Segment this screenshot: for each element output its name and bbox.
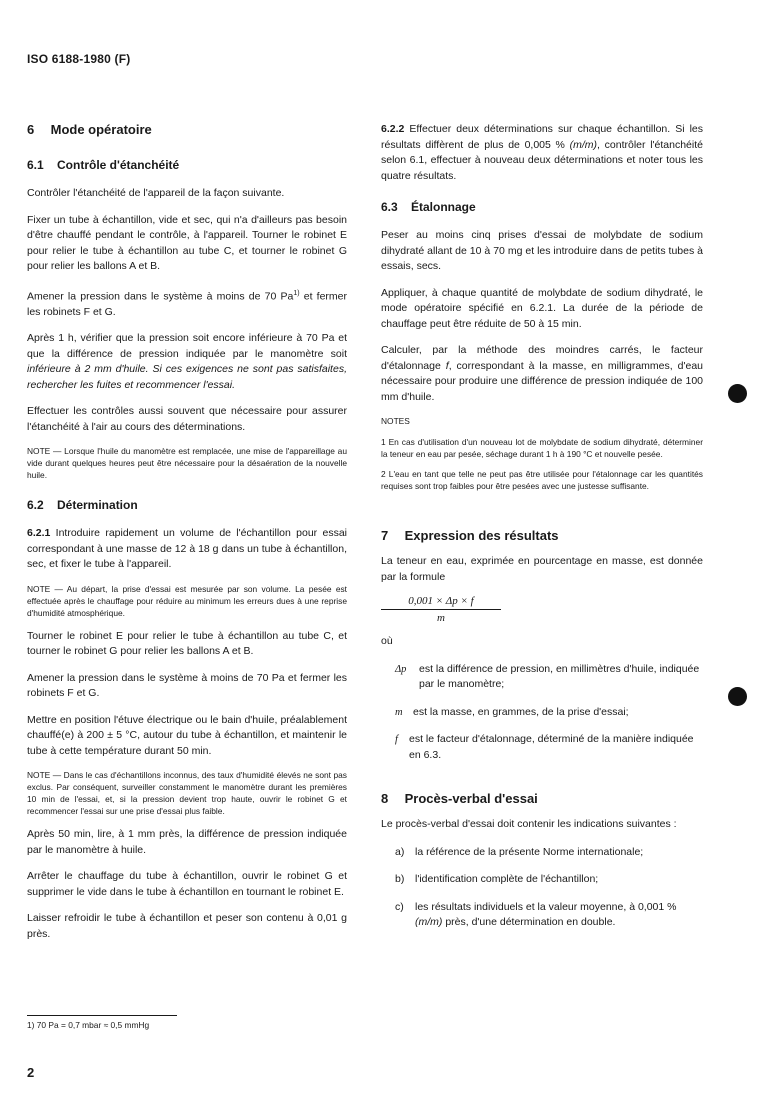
- paragraph: Après 50 min, lire, à 1 mm près, la différence de pression indiquée par le manomètre à huile.: [27, 828, 347, 856]
- paragraph: [27, 331, 347, 393]
- text-run: , correspondant à la masse, en milligrammes, d'eau nécessaire pour produire une différence de pression indiquée de 100 mm d'huile.: [381, 359, 703, 403]
- text-run: Effectuer deux déterminations sur chaque échantillon. Si les résultats diffèrent de plus de 0,005 %: [381, 123, 703, 151]
- left-column: [27, 122, 347, 942]
- text-run: Amener la pression dans le système à moins de 70 Pa: [27, 290, 294, 302]
- punch-hole-dot: [728, 384, 747, 403]
- definition-dp: [395, 662, 703, 693]
- unit: (m/m): [415, 916, 443, 928]
- definition-text: est le facteur d'étalonnage, déterminé de la manière indiquée en 6.3.: [409, 733, 694, 761]
- definition-text: est la masse, en grammes, de la prise d'essai;: [413, 705, 629, 718]
- document-header: ISO 6188-1980 (F): [27, 52, 131, 66]
- list-item: [395, 900, 703, 931]
- list-item: [395, 872, 703, 888]
- paragraph: Contrôler l'étanchéité de l'appareil de la façon suivante.: [27, 187, 285, 199]
- list-text: l'identification complète de l'échantillon;: [415, 873, 599, 885]
- unit: (m/m): [569, 138, 598, 151]
- formula: [381, 595, 703, 624]
- section-6-3-title: Étalonnage: [411, 200, 476, 214]
- paragraph: [381, 122, 703, 184]
- note: 1 En cas d'utilisation d'un nouveau lot de molybdate de sodium dihydraté, déterminer la teneur en eau par pesée, séchage durant 1 h à 190 °C et nouvelle pesée.: [381, 437, 703, 459]
- list-label: a): [395, 845, 405, 858]
- paragraph: La teneur en eau, exprimée en pourcentage en masse, est donnée par la formule: [381, 555, 703, 583]
- definition-text: est la différence de pression, en millimètres d'huile, indiquée par le manomètre;: [419, 662, 700, 690]
- footnote-separator: [27, 1015, 177, 1016]
- subclause-6-2-1-number: 6.2.1: [27, 527, 51, 539]
- formula-denominator: m: [437, 612, 445, 624]
- section-7-heading: [381, 528, 703, 543]
- subclause-6-2-2-number: 6.2.2: [381, 123, 405, 135]
- page-number: 2: [27, 1065, 35, 1080]
- paragraph: Tourner le robinet E pour relier le tube à échantillon au tube C, et tourner le robinet G pour relier les ballons A et B.: [27, 629, 347, 657]
- text-run: , contrôler l'étanchéité selon 6.1, effectuer à nouveau deux déterminations et noter tous les quatre résultats.: [381, 138, 703, 182]
- section-6-2-heading: [27, 498, 347, 512]
- symbol: Δp: [395, 663, 407, 675]
- section-6-heading: [27, 122, 347, 137]
- list-label: b): [395, 873, 405, 885]
- list-item: [395, 845, 703, 861]
- definition-m: [395, 705, 703, 721]
- note: NOTE — Dans le cas d'échantillons inconnus, des taux d'humidité élevés ne sont pas exclus. Par conséquent, surveiller constamment le manomètre durant les premières 10 min de l'essai, et, si la pression devient trop haute, ouvrir le robinet G et recommencer l'essai sur une prise d'essai plus faible.: [27, 770, 347, 816]
- paragraph: Peser au moins cinq prises d'essai de molybdate de sodium dihydraté allant de 10 à 70 mg et les introduire dans de petits tubes à essais, secs.: [381, 229, 703, 272]
- section-6-number: 6: [27, 122, 35, 137]
- section-6-1-heading: [27, 158, 347, 172]
- section-6-title: Mode opératoire: [50, 122, 152, 137]
- symbol: m: [395, 706, 403, 718]
- symbol: f: [395, 734, 398, 745]
- paragraph: Amener la pression dans le système à moins de 70 Pa et fermer les robinets F et G.: [27, 671, 347, 699]
- list-label: c): [395, 900, 404, 913]
- text-run: Calculer, par la méthode des moindres carrés, le facteur d'étalonnage: [381, 344, 703, 372]
- section-6-2-title: Détermination: [57, 498, 138, 512]
- note: 2 L'eau en tant que telle ne peut pas être utilisée pour l'étalonnage car les quantités requises sont trop faibles pour être pesées avec une justesse suffisante.: [381, 469, 703, 491]
- list-text: la référence de la présente Norme internationale;: [415, 845, 644, 858]
- paragraph: [381, 343, 703, 405]
- footnote: 1) 70 Pa = 0,7 mbar ≈ 0,5 mmHg: [27, 1020, 150, 1030]
- punch-hole-dot: [728, 687, 747, 706]
- section-6-3-heading: [381, 200, 703, 214]
- text-run: Après 1 h, vérifier que la pression soit encore inférieure à 70 Pa et que la différence de pression indiquée par le manomètre soit: [27, 332, 347, 360]
- paragraph: Le procès-verbal d'essai doit contenir les indications suivantes :: [381, 818, 677, 830]
- italic-run: . Si ces exigences ne sont pas satisfaites, rechercher les fuites et recommencer l'essai.: [27, 363, 347, 391]
- text-run: les résultats individuels et la valeur moyenne, à 0,001 %: [415, 900, 677, 913]
- text-run: près, d'une détermination en double.: [442, 916, 616, 928]
- symbol: f: [445, 359, 449, 372]
- note: NOTE — Lorsque l'huile du manomètre est remplacée, une mise de l'appareillage au vide durant quelques heures peut être nécessaire pour la désaération de la nouvelle huile.: [27, 446, 347, 480]
- section-6-2-number: 6.2: [27, 498, 44, 512]
- paragraph: Effectuer les contrôles aussi souvent que nécessaire pour assurer l'étanchéité à l'air au cours des déterminations.: [27, 405, 347, 433]
- paragraph: Arrêter le chauffage du tube à échantillon, ouvrir le robinet G et supprimer le vide dans le tube à échantillon en tournant le robinet E.: [27, 870, 347, 898]
- fraction-bar: [381, 609, 501, 610]
- paragraph: Mettre en position l'étuve électrique ou le bain d'huile, préalablement chauffé(e) à 200 ± 5 °C, autour du tube à échantillon, et maintenir le tube à cette température durant 50 min.: [27, 713, 347, 757]
- paragraph: Laisser refroidir le tube à échantillon et peser son contenu à 0,01 g près.: [27, 912, 347, 940]
- text-run: et fermer les robinets F et G.: [27, 290, 347, 318]
- note: NOTE — Au départ, la prise d'essai est mesurée par son volume. La pesée est effectuée après le chauffage pour réduire au minimum les erreurs dues à une reprise d'humidité atmosphérique.: [27, 583, 347, 618]
- italic-run: inférieure à 2 mm d'huile: [27, 363, 146, 375]
- paragraph: Appliquer, à chaque quantité de molybdate de sodium dihydraté, le mode opératoire spécifié en 6.2.1. La durée de la période de chauffage peut être réduite de 50 à 15 min.: [381, 286, 703, 330]
- right-column: [381, 122, 703, 931]
- list-text: [415, 900, 703, 931]
- paragraph: où: [381, 635, 393, 647]
- definition-f: [395, 732, 703, 763]
- footnote-ref: 1): [293, 289, 300, 297]
- section-8-title: Procès-verbal d'essai: [404, 791, 538, 806]
- section-7-title: Expression des résultats: [404, 528, 559, 543]
- paragraph: Fixer un tube à échantillon, vide et sec, qui n'a d'ailleurs pas besoin d'être chauffé pendant le contrôle, à l'appareil. Tourner le robinet E pour relier le tube à échantillon au tube C, et tourner le robinet G pour relier les ballons A et B.: [27, 213, 347, 272]
- section-8-number: 8: [381, 791, 389, 806]
- section-7-number: 7: [381, 528, 389, 543]
- text-run: Introduire rapidement un volume de l'échantillon pour essai correspondant à une masse de 12 à 18 g dans un tube à échantillon, sec, et fixer le tube à l'appareil.: [27, 527, 347, 570]
- section-6-3-number: 6.3: [381, 200, 398, 214]
- paragraph: [27, 286, 347, 321]
- section-8-heading: [381, 791, 703, 806]
- formula-numerator: 0,001 × Δp × f: [408, 595, 474, 607]
- notes-title: NOTES: [381, 416, 410, 426]
- section-6-1-title: Contrôle d'étanchéité: [57, 158, 180, 172]
- paragraph: [27, 526, 347, 573]
- section-6-1-number: 6.1: [27, 158, 44, 172]
